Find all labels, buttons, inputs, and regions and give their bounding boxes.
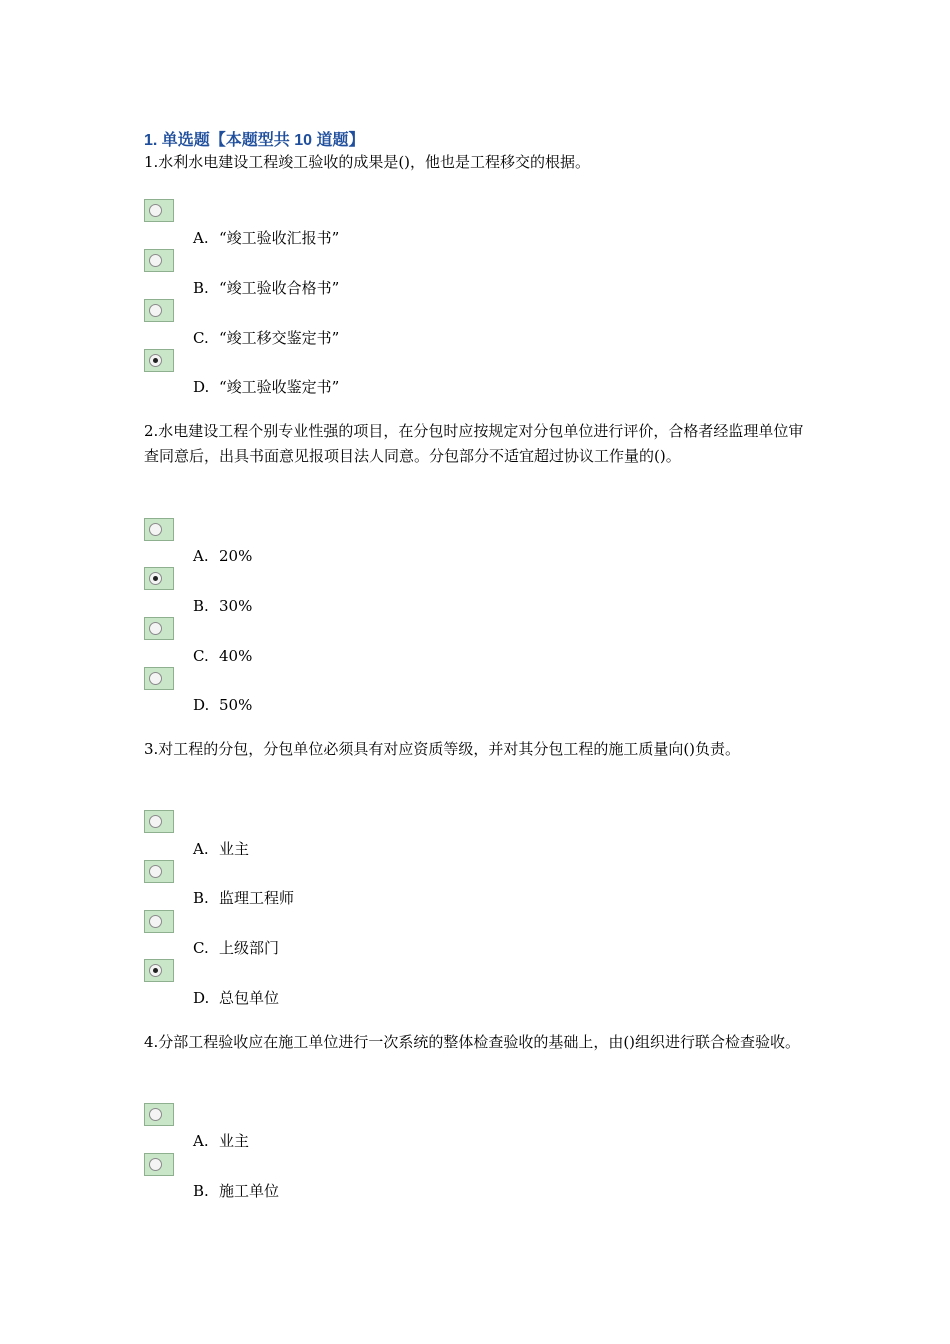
radio-q2-b[interactable] xyxy=(144,567,174,590)
section-title: 1. 单选题【本题型共 10 道题】 xyxy=(144,132,365,149)
option-q2-b xyxy=(193,596,252,616)
radio-circle-icon xyxy=(149,915,162,928)
option-letter: B. xyxy=(193,279,209,297)
question-2-text: 2.水电建设工程个别专业性强的项目，在分包时应按规定对分包单位进行评价，合格者经监理单位审查同意后，出具书面意见报项目法人同意。分包部分不适宜超过协议工作量的()。 xyxy=(144,422,804,465)
radio-q4-b[interactable] xyxy=(144,1153,174,1176)
option-letter: C. xyxy=(193,329,209,347)
option-q1-a xyxy=(193,228,339,248)
option-text: “竣工验收鉴定书” xyxy=(219,378,340,396)
radio-q3-a[interactable] xyxy=(144,810,174,833)
option-text: 业主 xyxy=(219,1132,250,1150)
option-text: 监理工程师 xyxy=(219,889,295,907)
option-letter: A. xyxy=(193,840,209,858)
radio-circle-icon xyxy=(149,622,162,635)
option-letter: B. xyxy=(193,1182,209,1200)
option-text: 施工单位 xyxy=(219,1182,280,1200)
option-letter: D. xyxy=(193,696,210,714)
radio-q3-d[interactable] xyxy=(144,959,174,982)
option-text: 30% xyxy=(219,597,253,615)
radio-circle-icon xyxy=(149,815,162,828)
option-letter: C. xyxy=(193,647,209,665)
option-letter: D. xyxy=(193,378,210,396)
radio-circle-icon xyxy=(149,1158,162,1171)
radio-q4-a[interactable] xyxy=(144,1103,174,1126)
radio-q3-c[interactable] xyxy=(144,910,174,933)
radio-circle-icon xyxy=(149,572,162,585)
option-q4-a xyxy=(193,1131,249,1151)
radio-selected-dot-icon xyxy=(153,968,158,973)
radio-q1-a[interactable] xyxy=(144,199,174,222)
question-1-text: 1.水利水电建设工程竣工验收的成果是()，他也是工程移交的根据。 xyxy=(144,153,591,171)
option-q3-a xyxy=(193,839,249,859)
question-3-text: 3.对工程的分包，分包单位必须具有对应资质等级，并对其分包工程的施工质量向()负责。 xyxy=(144,740,741,758)
option-text: 总包单位 xyxy=(219,989,280,1007)
option-q1-d xyxy=(193,377,339,397)
option-letter: A. xyxy=(193,1132,209,1150)
radio-q3-b[interactable] xyxy=(144,860,174,883)
option-q3-d xyxy=(193,988,279,1008)
option-q3-c xyxy=(193,938,279,958)
radio-q2-d[interactable] xyxy=(144,667,174,690)
radio-circle-icon xyxy=(149,254,162,267)
option-letter: D. xyxy=(193,989,210,1007)
radio-circle-icon xyxy=(149,1108,162,1121)
option-text: 20% xyxy=(219,547,253,565)
option-letter: B. xyxy=(193,889,209,907)
radio-circle-icon xyxy=(149,672,162,685)
radio-circle-icon xyxy=(149,204,162,217)
radio-circle-icon xyxy=(149,304,162,317)
radio-q1-d[interactable] xyxy=(144,349,174,372)
option-letter: C. xyxy=(193,939,209,957)
option-letter: A. xyxy=(193,547,209,565)
option-text: 50% xyxy=(219,696,253,714)
option-letter: B. xyxy=(193,597,209,615)
option-q2-d xyxy=(193,695,252,715)
option-q1-b xyxy=(193,278,339,298)
option-q1-c xyxy=(193,328,339,348)
radio-circle-icon xyxy=(149,964,162,977)
option-text: 上级部门 xyxy=(219,939,280,957)
radio-circle-icon xyxy=(149,523,162,536)
question-4-text: 4.分部工程验收应在施工单位进行一次系统的整体检查验收的基础上，由()组织进行联合检查验收。 xyxy=(144,1033,801,1051)
option-text: “竣工移交鉴定书” xyxy=(219,329,340,347)
option-letter: A. xyxy=(193,229,209,247)
option-q2-c xyxy=(193,646,252,666)
option-text: “竣工验收汇报书” xyxy=(219,229,340,247)
radio-selected-dot-icon xyxy=(153,358,158,363)
radio-q2-c[interactable] xyxy=(144,617,174,640)
radio-circle-icon xyxy=(149,354,162,367)
option-q2-a xyxy=(193,546,252,566)
option-text: 40% xyxy=(219,647,253,665)
option-text: 业主 xyxy=(219,840,250,858)
radio-q2-a[interactable] xyxy=(144,518,174,541)
option-q4-b xyxy=(193,1181,279,1201)
radio-q1-b[interactable] xyxy=(144,249,174,272)
radio-circle-icon xyxy=(149,865,162,878)
radio-q1-c[interactable] xyxy=(144,299,174,322)
option-text: “竣工验收合格书” xyxy=(219,279,340,297)
radio-selected-dot-icon xyxy=(153,576,158,581)
option-q3-b xyxy=(193,888,294,908)
